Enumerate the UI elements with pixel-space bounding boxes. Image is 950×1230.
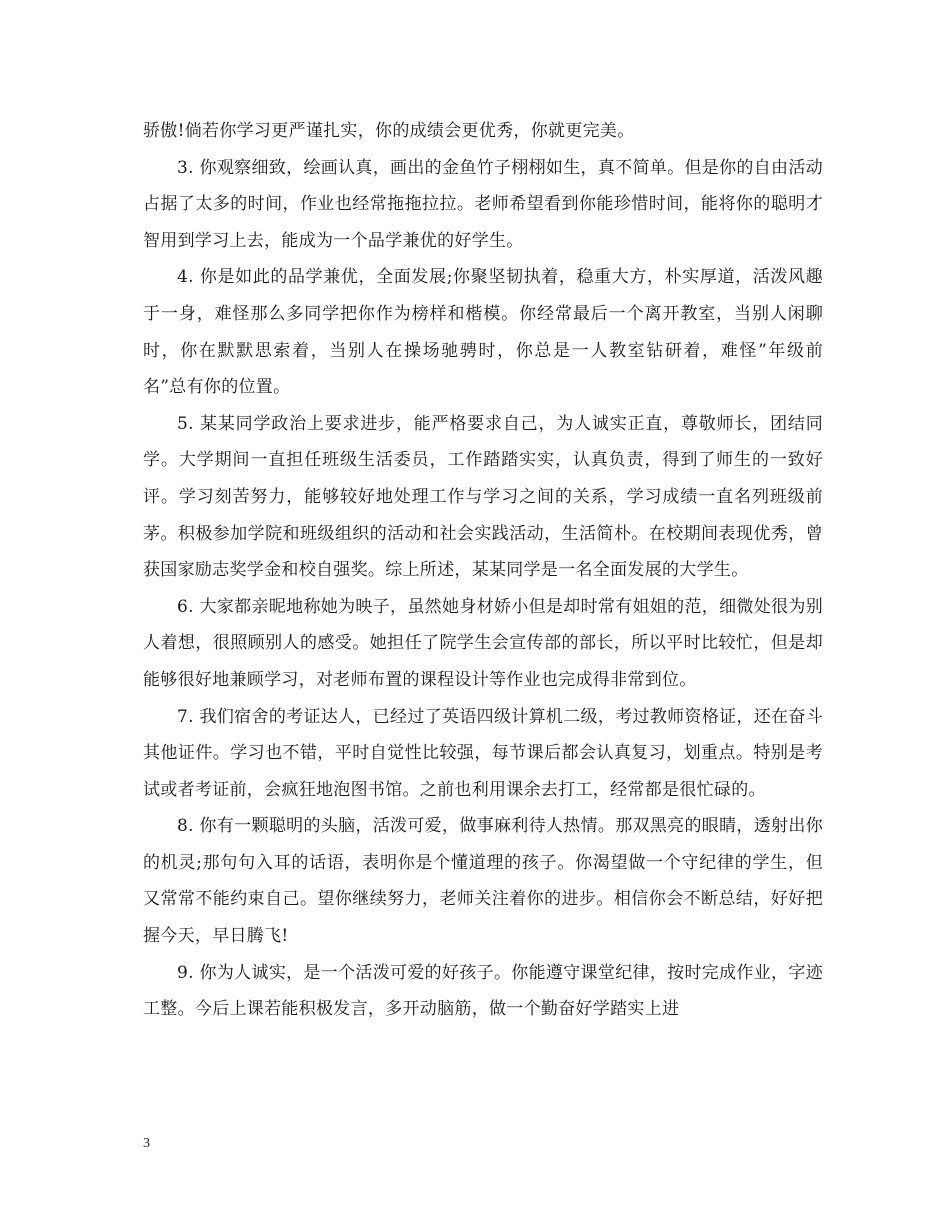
page-number: 3 <box>143 1136 150 1151</box>
paragraph-item-3: 3. 你观察细致，绘画认真，画出的金鱼竹子栩栩如生，真不简单。但是你的自由活动占据了太多的时间，作业也经常拖拖拉拉。老师希望看到你能珍惜时间，能将你的聪明才智用到学习上去，能成为一个品学兼优的好学生。 <box>143 157 823 251</box>
body-text <box>143 113 823 1028</box>
paragraph-item-4: 4. 你是如此的品学兼优，全面发展;你聚坚韧执着，稳重大方，朴实厚道，活泼风趣于一身，难怪那么多同学把你作为榜样和楷模。你经常最后一个离开教室，当别人闲聊时，你在默默思索着，当别人在操场驰骋时，你总是一人教室钻研着，难怪”年级前 名”总有你的位置。 <box>143 267 823 398</box>
paragraph-item-5: 5. 某某同学政治上要求进步，能严格要求自己，为人诚实正直，尊敬师长，团结同学。大学期间一直担任班级生活委员，工作踏踏实实，认真负责，得到了师生的一致好评。学习刻苦努力，能够较好地处理工作与学习之间的关系，学习成绩一直名列班级前茅。积极参加学院和班级组织的活动和社会实践活动，生活简朴。在校期间表现优秀，曾获国家励志奖学金和校自强奖。综上所述，某某同学是一名全面发展的大学生。 <box>143 413 823 581</box>
paragraph-item-7: 7. 我们宿舍的考证达人，已经过了英语四级计算机二级，考过教师资格证，还在奋斗其他证件。学习也不错，平时自觉性比较强，每节课后都会认真复习，划重点。特别是考试或者考证前，会疯狂地泡图书馆。之前也利用课余去打工，经常都是很忙碌的。 <box>143 706 823 800</box>
paragraph-continuation: 骄傲!倘若你学习更严谨扎实，你的成绩会更优秀，你就更完美。 <box>143 121 635 141</box>
paragraph-item-6: 6. 大家都亲昵地称她为映子，虽然她身材娇小但是却时常有姐姐的范，细微处很为别人着想，很照顾别人的感受。她担任了院学生会宣传部的部长，所以平时比较忙，但是却能够很好地兼顾学习，对老师布置的课程设计等作业也完成得非常到位。 <box>143 596 823 690</box>
paragraph-item-8: 8. 你有一颗聪明的头脑，活泼可爱，做事麻利待人热情。那双黑亮的眼睛，透射出你的机灵;那句句入耳的话语，表明你是个懂道理的孩子。你渴望做一个守纪律的学生，但又常常不能约束自己。望你继续努力，老师关注着你的进步。相信你会不断总结，好好把握今天，早日腾飞! <box>143 816 823 947</box>
paragraph-item-9: 9. 你为人诚实，是一个活泼可爱的好孩子。你能遵守课堂纪律，按时完成作业，字迹工整。今后上课若能积极发言，多开动脑筋，做一个勤奋好学踏实上进 <box>143 962 823 1020</box>
